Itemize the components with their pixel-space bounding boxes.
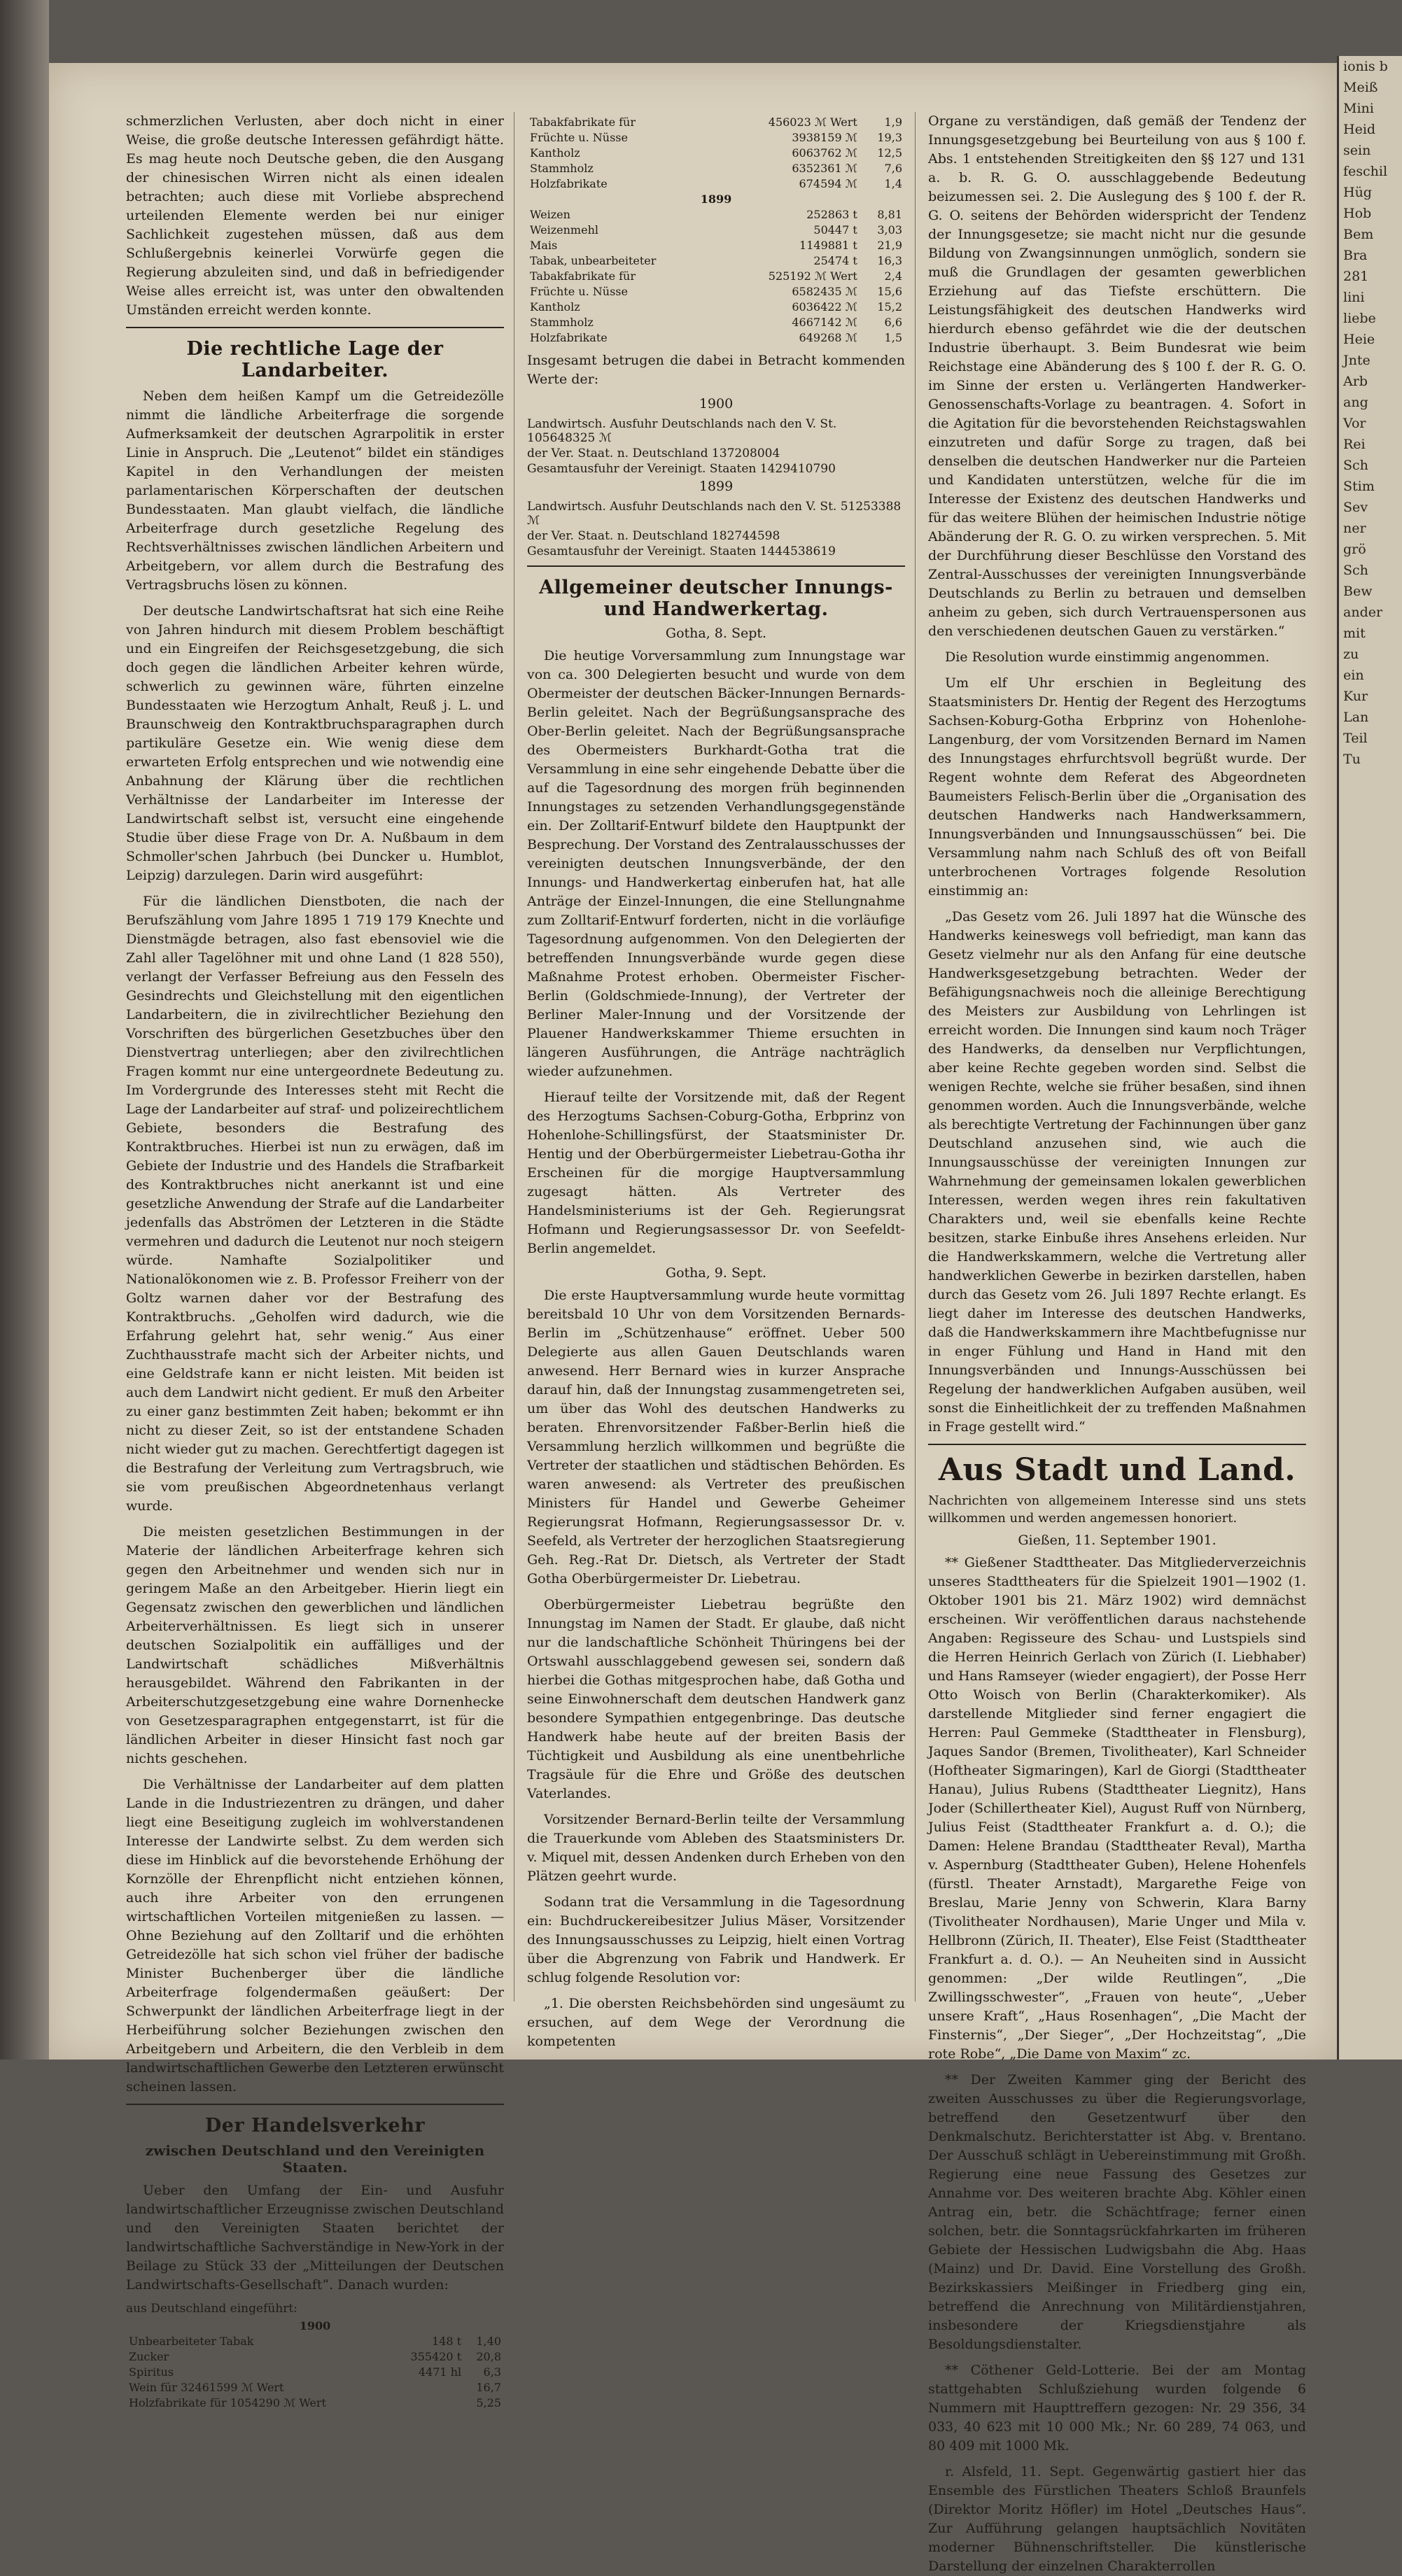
- article-paragraph: „1. Die obersten Reichsbehörden sind ungesäumt zu ersuchen, auf dem Wege der Verordnung die kompetenten: [527, 1996, 905, 2049]
- news-item: r. Alsfeld, 11. Sept. Gegenwärtig gastiert hier das Ensemble des Fürstlichen Theaters Schloß Braunfels (Direktor Moritz Höfler) im Hotel „Deutsches Haus“. Zur Aufführung gelangen hauptsächlich Novitäten moderner Bühnenschriftsteller. Die künstlerische Darstellung der einzelnen Charakterrollen: [928, 2464, 1306, 2574]
- adjacent-text-fragment: Stim: [1343, 479, 1375, 494]
- article-lead-fragment: schmerzlichen Verlusten, aber doch nicht in einer Weise, die große deutsche Interessen gefährdigt hätte. Es mag heute noch Deutsche geben, die den Ausgang der chinesischen Wirren nicht als einen idealen betrachten; auch diese mit Vorliebe absprechend urteilenden Elemente werden bei nur einiger Sachlichkeit zugestehen müssen, daß aus dem Schlußergebnis keinerlei Vorwürfe gegen die Regierung abzuleiten sind, und daß in befriedigender Weise alles erreicht ist, was unter den obwaltenden Umständen erreicht werden konnte.: [126, 113, 504, 318]
- adjacent-text-fragment: Kur: [1343, 689, 1368, 704]
- article-paragraph: Hierauf teilte der Vorsitzende mit, daß der Regent des Herzogtums Sachsen-Coburg-Gotha, Erbprinz von Hohenlohe-Schillingsfürst, der Staatsminister Dr. Hentig und der Oberbürgermeister Liebetrau-Gotha ihr Erscheinen für die morgige Hauptversammlung zugesagt hätten. Als Vertreter des Handelsministeriums ist der Geh. Regierungsrat Hofmann und Regierungsassessor Dr. von Seefeldt-Berlin angemeldet.: [527, 1090, 905, 1256]
- summary-line: der Ver. Staat. n. Deutschland 137208004: [527, 446, 780, 460]
- summary-line: Landwirtsch. Ausfuhr Deutschlands nach den V. St. 51253388 ℳ: [527, 500, 902, 528]
- article-paragraph: Vorsitzender Bernard-Berlin teilte der Versammlung die Trauerkunde vom Ableben des Staatsministers Dr. v. Miquel mit, dessen Andenken durch Erheben von den Plätzen geehrt wurde.: [527, 1812, 905, 1884]
- adjacent-text-fragment: Rei: [1343, 437, 1366, 452]
- adjacent-text-fragment: ander: [1343, 605, 1383, 620]
- table-row: Kantholz 6063762 ℳ 12,5: [530, 146, 902, 160]
- table-row: Mais 1149881 t 21,9: [530, 239, 902, 252]
- adjacent-text-fragment: sein: [1343, 143, 1371, 158]
- summary-year: 1900: [699, 396, 734, 411]
- table-year: 1900: [299, 2319, 331, 2332]
- adjacent-text-fragment: Sch: [1343, 563, 1368, 578]
- adjacent-text-fragment: ionis b: [1343, 59, 1388, 74]
- article-paragraph: Ueber den Umfang der Ein- und Ausfuhr landwirtschaftlicher Erzeugnisse zwischen Deutschland und den Vereinigten Staaten berichtet der landwirtschaftliche Sachverständige in New-York in der Beilage zu Stück 33 der „Mitteilungen der Deutschen Landwirtschafts-Gesellschaft“. Danach wurden:: [126, 2183, 504, 2293]
- table-row: Weizen 252863 t 8,81: [530, 208, 902, 221]
- table-row: Holzfabrikate 674594 ℳ 1,4: [530, 177, 902, 190]
- adjacent-text-fragment: Heie: [1343, 332, 1375, 347]
- article-paragraph: Die Verhältnisse der Landarbeiter auf dem platten Lande in die Industriezentren zu drängen, und daher liegt eine Beseitigung zugleich im wohlverstandenen Interesse der Landwirte selbst. Zu dem werden sich diese im Hinblick auf die bevorstehende Erhöhung der Kornzölle der Ehrenpflicht nicht entziehen können, auch ihre Arbeiter von den errungenen wirtschaftlichen Vorteilen mitgenießen zu lassen. — Ohne Beziehung auf den Zolltarif und die erhöhten Getreidezölle hat sich schon viel früher der badische Minister Buchenberger über die ländliche Arbeiterfrage folgendermaßen geäußert: Der Schwerpunkt der ländlichen Arbeiterfrage liegt in der Herbeiführung solcher Beziehungen zwischen den Arbeitgebern und Arbeitern, die den Verbleib in dem landwirtschaftlichen Gewerbe den Letzteren erwünscht scheinen lassen.: [126, 1777, 504, 2095]
- adjacent-text-fragment: Bra: [1343, 248, 1368, 263]
- adjacent-text-fragment: feschil: [1343, 164, 1388, 179]
- news-item: ** Der Zweiten Kammer ging der Bericht des zweiten Ausschusses zu über die Regierungsvorlage, betreffend den Gesetzentwurf über den Denkmalschutz. Berichterstatter ist Abg. v. Brentano. Der Ausschuß schlägt in Uebereinstimmung mit Großh. Regierung eine neue Fassung des Gesetzes zur Annahme vor. Des weiteren brachte Abg. Köhler einen Antrag ein, betr. die Schächtfrage; ferner einen solchen, betr. die Sonntagsrückfahrkarten im früheren Gebiete der Hessischen Ludwigsbahn die Abg. Haas (Mainz) und Dr. David. Eine Vorstellung des Großh. Bezirkskassiers Meißinger in Friedberg ging ein, betreffend die Anrechnung von Militärdienstjahren, insbesondere der Kriegsdienstjahre als Besoldungsdienstalter.: [928, 2072, 1306, 2352]
- table-row: Wein für 32461599 ℳ Wert 16,7: [129, 2381, 501, 2394]
- adjacent-text-fragment: Meiß: [1343, 80, 1378, 95]
- article-paragraph: Neben dem heißen Kampf um die Getreidezölle nimmt die ländliche Arbeiterfrage die sorgende Aufmerksamkeit der deutschen Agrarpolitik in erster Linie in Anspruch. Die „Leutenot“ bildet ein ständiges Kapitel in den Verhandlungen der meisten parlamentarischen Körperschaften der deutschen Bundesstaaten. Man glaubt vielfach, die ländliche Arbeiterfrage durch gesetzliche Regelung des Rechtsverhältnisses zwischen ländlichen Arbeitern und Arbeitgebern, vor allem durch die Bestrafung des Vertragsbruchs lösen zu können.: [126, 388, 504, 593]
- article-paragraph: Organe zu verständigen, daß gemäß der Tendenz der Innungsgesetzgebung bei Beurteilung von aus § 100 f. Abs. 1 entstehenden Streitigkeiten den §§ 127 und 131 a. b. R. G. O. ausschlaggebende Bedeutung beizumessen sei. 2. Die Auslegung des § 100 f. der R. G. O. seitens der Behörden widerspricht der Tendenz der Innungsgesetze; sie macht nicht nur die gesunde Bildung von Zwangsinnungen unmöglich, sondern sie muß die Grundlagen der gesamten gewerblichen Erziehung auf das Tiefste erschüttern. Die Leistungsfähigkeit des deutschen Handwerks wird hierdurch ebenso gefährdet wie die der deutschen Industrie überhaupt. 3. Beim Bundesrat wie beim Reichstage eine Abänderung des § 100 f. der R. G. O. im Sinne der ersten u. Verlängerten Handwerker-Genossenschafts-Vorlage zu beantragen. 4. Sofort in die Agitation für die bevorstehenden Reichstagswahlen einzutreten und dafür Sorge zu tragen, daß bei denselben die deutschen Handwerker nur die Parteien und Kandidaten unterstützen, welche für die im Interesse der Existenz des deutschen Handwerks und für das weitere Blühen der heimischen Industrie nötige Abänderung der R. G. O. zu wirken versprechen. 5. Mit der Durchführung dieser Beschlüsse den Vorstand des Zentral-Ausschusses der vereinigten Innungsverbände Deutschlands zu Berlin zu betrauen und demselben anheim zu geben, sich durch Vertrauenspersonen aus den verschiedenen deutschen Gauen zu verstärken.“: [928, 113, 1306, 639]
- adjacent-text-fragment: Vor: [1343, 416, 1366, 431]
- divider: [126, 2104, 504, 2105]
- article-title-innungstag: Allgemeiner deutscher Innungs- und Handwerkertag.: [539, 577, 893, 620]
- section-title-stadt-und-land: Aus Stadt und Land.: [938, 1452, 1296, 1488]
- table-row: Holzfabrikate für 1054290 ℳ Wert 5,25: [129, 2396, 501, 2409]
- adjacent-text-fragment: mit: [1343, 626, 1366, 641]
- adjacent-text-fragment: Hüg: [1343, 185, 1372, 200]
- table-label: aus Deutschland eingeführt:: [126, 2302, 297, 2316]
- table-year: 1899: [700, 192, 732, 206]
- adjacent-text-fragment: Hob: [1343, 206, 1372, 221]
- newspaper-page: [49, 63, 1337, 2574]
- table-row: Weizenmehl 50447 t 3,03: [530, 223, 902, 237]
- adjacent-text-fragment: ein: [1343, 668, 1364, 683]
- article-paragraph: Die meisten gesetzlichen Bestimmungen in der Materie der ländlichen Arbeiterfrage kehren sich gegen den Arbeitnehmer und wenden sich nur in geringem Maße an den Arbeitgeber. Hierin liegt ein Gegensatz zwischen den gewerblichen und ländlichen Arbeiterverhältnissen. Es liegt sich in unserer deutschen Sozialpolitik ein auffälliges und der Landwirtschaft schädliches Mißverhältnis herausgebildet. Während den Fabrikanten in der Arbeiterschutzgesetzgebung eine wahre Dornenhecke von Gesetzesparagraphen entgegenstarrt, ist für die ländlichen Arbeiter in dieser Hinsicht fast noch gar nichts geschehen.: [126, 1524, 504, 1766]
- table-row: Tabakfabrikate für 525192 ℳ Wert 2,4: [530, 269, 902, 283]
- dateline: Gotha, 9. Sept.: [665, 1265, 767, 1281]
- adjacent-text-fragment: Mini: [1343, 101, 1374, 116]
- dateline: Gießen, 11. September 1901.: [1018, 1533, 1217, 1548]
- adjacent-text-fragment: liebe: [1343, 311, 1376, 326]
- table-row: Früchte u. Nüsse 3938159 ℳ 19,3: [530, 131, 902, 144]
- adjacent-text-fragment: ner: [1343, 521, 1366, 536]
- news-item: ** Gießener Stadttheater. Das Mitgliederverzeichnis unseres Stadttheaters für die Spielzeit 1901—1902 (1. Oktober 1901 bis 21. März 1902) wird demnächst erscheinen. Wir veröffentlichen daraus nachstehende Angaben: Regisseure des Schau- und Lustspiels sind die Herren Heinrich Gerlach von Zürich (I. Liebhaber) und Hans Ramseyer (wieder engagiert), der Posse Herr Otto Woisch von Berlin (Charakterkomiker). Als darstellende Mitglieder sind ferner engagiert die Herren: Paul Gemmeke (Stadttheater in Flensburg), Jaques Sandor (Bremen, Tivolitheater), Karl Schneider (Hoftheater Sigmaringen), Karl de Giorgi (Stadttheater Hanau), Julius Rubens (Stadttheater Liegnitz), Hans Joder (Schillertheater Kiel), August Ruff von Nürnberg, Julius Feist (Stadttheater Frankfurt a. d. O.); die Damen: Helene Brandau (Stadttheater Reval), Martha v. Aspernburg (Stadttheater Guben), Helene Hohenfels (fürstl. Theater Arnstadt), Margarethe Feige von Breslau, Marie Jenny von Schwerin, Klara Barny (Tivolitheater Nordhausen), Marie Unger und Mila v. Hellbronn (Zürich, II. Theater), Else Feist (Stadttheater Frankfurt a. d. O.). — An Neuheiten sind in Aussicht genommen: „Der wilde Reutlingen“, „Die Zwillingsschwester“, „Frauen von heute“, „Ueber unsere Kraft“, „Haus Rosenhagen“, „Die Macht der Finsternis“, „Der Sieger“, „Der Hochzeitstag“, „Die rote Robe“, „Die Dame von Maxim“ zc.: [928, 1555, 1306, 2062]
- news-item: ** Cöthener Geld-Lotterie. Bei der am Montag stattgehabten Schlußziehung wurden folgende 6 Nummern mit Haupttreffern gezogen: Nr. 29 356, 34 033, 40 623 mit 10 000 Mk.; Nr. 60 289, 74 063, und 80 409 mit 1000 Mk.: [928, 2363, 1306, 2454]
- adjacent-text-fragment: Jnte: [1343, 353, 1371, 368]
- table-row: Früchte u. Nüsse 6582435 ℳ 15,6: [530, 285, 902, 298]
- table-row: Stammholz 6352361 ℳ 7,6: [530, 162, 902, 175]
- article-paragraph: Um elf Uhr erschien in Begleitung des Staatsministers Dr. Hentig der Regent des Herzogtums Sachsen-Koburg-Gotha Erbprinz von Hohenlohe-Langenburg, der vom Vorsitzenden Bernard im Namen des Innungstages ehrfurchtsvoll begrüßt wurde. Der Regent wohnte dem Referat des Abgeordneten Baumeisters Felisch-Berlin über die „Organisation des deutschen Handwerks nach Handwerksammern, Innungsverbänden und Innungsausschüssen“ bei. Die Versammlung nahm nach Schluß des oft von Beifall unterbrochenen Vortrages folgende Resolution einstimmig an:: [928, 675, 1306, 899]
- article-subtitle: zwischen Deutschland und den Vereinigten Staaten.: [145, 2142, 485, 2176]
- table-row: Unbearbeiteter Tabak 148 t 1,40: [129, 2335, 501, 2348]
- table-row: Kantholz 6036422 ℳ 15,2: [530, 300, 902, 314]
- article-paragraph: Die Resolution wurde einstimmig angenommen.: [945, 649, 1270, 665]
- adjacent-text-fragment: Lan: [1343, 710, 1369, 725]
- adjacent-text-fragment: lini: [1343, 290, 1365, 305]
- summary-line: Landwirtsch. Ausfuhr Deutschlands nach den V. St. 105648325 ℳ: [527, 417, 837, 445]
- divider: [126, 327, 504, 328]
- adjacent-text-fragment: zu: [1343, 647, 1359, 662]
- adjacent-text-fragment: ang: [1343, 395, 1368, 410]
- trade-table-1900-import-continued: [527, 115, 905, 346]
- summary-line: der Ver. Staat. n. Deutschland 182744598: [527, 529, 780, 543]
- divider: [928, 1444, 1306, 1445]
- table-row: Tabak, unbearbeiteter 25474 t 16,3: [530, 254, 902, 267]
- adjacent-text-fragment: 281: [1343, 269, 1369, 284]
- scan-background-left: [0, 0, 49, 2060]
- adjacent-text-fragment: grö: [1343, 542, 1366, 557]
- article-paragraph: „Das Gesetz vom 26. Juli 1897 hat die Wünsche des Handwerks keineswegs voll befriedigt, man kann das Gesetz vielmehr nur als den Anfang für eine deutsche Handwerksgesetzgebung betrachten. Weder der Befähigungsnachweis noch die alleinige Berechtigung des Meisters zur Ausbildung von Lehrlingen ist erreicht worden. Die Innungen sind kaum noch Träger des Handwerks, da denselben nur Verpflichtungen, aber keine Rechte gegeben worden sind. Selbst die wenigen Rechte, welche sie früher besaßen, sind ihnen genommen worden. Auch die Innungsverbände, welche als berechtigte Vertretung der Fachinnungen über ganz Deutschland anzusehen sind, wie auch die Innungsausschüsse der vereinigten Innungen zur Wahrnehmung der gemeinsamen lokalen gewerblichen Interessen, werden wegen ihres rein fakultativen Charakters und, weil sie ebenfalls keine Rechte besitzen, starke Einbuße ihres Ansehens erleiden. Nur die Handwerkskammern, welche die Vertretung aller handwerklichen Gewerbe in bezirken darstellen, haben durch das Gesetz vom 26. Juli 1897 Rechte erlangt. Es liegt daher im Interesse des deutschen Handwerks, daß die Handwerkskammern ihre Machtbefugnisse nur in enger Fühlung und Hand in Hand mit den Innungsverbänden und Innungs-Ausschüssen bei Regelung der handwerklichen Aufgaben ausüben, weil sonst die Einheitlichkeit der zu treffenden Maßnahmen in Frage gestellt wird.“: [928, 909, 1306, 1435]
- summary-line: Gesamtausfuhr der Vereinigt. Staaten 1429410790: [527, 462, 836, 476]
- table-row: Stammholz 4667142 ℳ 6,6: [530, 316, 902, 329]
- trade-table-1900-export: [126, 2318, 504, 2411]
- dateline: Gotha, 8. Sept.: [665, 626, 767, 641]
- article-paragraph: Für die ländlichen Dienstboten, die nach der Berufszählung vom Jahre 1895 1 719 179 Knechte und Dienstmägde betragen, also fast ebensoviel wie die Zahl aller Tagelöhner mit und ohne Land (1 828 550), verlangt der Verfasser Befreiung aus den Fesseln des Gesindrechts und Gleichstellung mit den eigentlichen Landarbeitern, die in zivilrechtlicher Beziehung den Vorschriften des bürgerlichen Gesetzbuches über den Dienstvertrag unterliegen; aber den zivilrechtlichen Fragen kommt nur eine untergeordnete Bedeutung zu. Im Vordergrunde des Interesses steht mit Recht die Lage der Landarbeiter auf straf- und polizeirechtlichem Gebiete, besonders die Bestrafung des Kontraktbruches. Hierbei ist nun zu erwägen, daß im Gebiete der Industrie und des Handels die Strafbarkeit des Kontraktbruches nicht anerkannt ist und eine gesetzliche Anwendung der Strafe auf die Landarbeiter jedenfalls das Abströmen der Letzteren in die Städte vermehren und dadurch die Leutenot nur noch steigern würde. Namhafte Sozialpolitiker und Nationalökonomen wie z. B. Professor Freiherr von der Goltz warnen daher vor der Bestrafung des Kontraktbruchs. „Geholfen wird dadurch, wie die Erfahrung gelehrt hat, sehr wenig.“ Aus einer Zuchthausstrafe macht sich der Arbeiter nichts, und eine Geldstrafe kann er nicht leisten. Mit beiden ist auch dem Landwirt nicht gedient. Er muß den Arbeiter zu einer ganz bestimmten Zeit haben; bekommt er ihn nicht zu dieser Zeit, so ist der entstandene Schaden nicht wieder gut zu machen. Gerechtfertigt dagegen ist die Bestrafung der Verleitung zum Vertragsbruch, wie sie vom preußischen Abgeordnetenhaus verlangt wurde.: [126, 894, 504, 1514]
- summary-intro: Insgesamt betrugen die dabei in Betracht kommenden Werte der:: [527, 353, 905, 387]
- adjacent-text-fragment: Bem: [1343, 227, 1374, 242]
- column-3: [928, 112, 1316, 2574]
- article-paragraph: Die erste Hauptversammlung wurde heute vormittag bereitsbald 10 Uhr von dem Vorsitzenden Bernards-Berlin im „Schützenhause“ eröffnet. Ueber 500 Delegierte aus allen Gauen Deutschlands waren anwesend. Herr Bernard wies in kurzer Ansprache darauf hin, daß der Innungstag zusammengetreten sei, um über das Wohl des deutschen Handwerks zu beraten. Ehrenvorsitzender Faßber-Berlin hieß die Versammlung herzlich willkommen und begrüßte die Vertreter der staatlichen und städtischen Behörden. Es waren anwesend: als Vertreter des preußischen Ministers für Handel und Gewerbe Geheimer Regierungsrat Hofmann, Regierungsassessor Dr. v. Seefeld, als Vertreter der herzoglichen Staatsregierung Geh. Reg.-Rat Dr. Dietsch, als Vertreter der Stadt Gotha Oberbürgermeister Dr. Liebetrau.: [527, 1288, 905, 1586]
- adjacent-text-fragment: Tu: [1343, 752, 1361, 767]
- adjacent-text-fragment: Bew: [1343, 584, 1373, 599]
- table-row: Tabakfabrikate für 456023 ℳ Wert 1,9: [530, 115, 902, 129]
- adjacent-text-fragment: Arb: [1343, 374, 1368, 389]
- adjacent-text-fragment: Teil: [1343, 731, 1368, 746]
- summary-line: Gesamtausfuhr der Vereinigt. Staaten 1444538619: [527, 544, 836, 558]
- summary-year: 1899: [699, 479, 734, 494]
- section-note: Nachrichten von allgemeinem Interesse sind uns stets willkommen und werden angemessen honoriert.: [928, 1493, 1306, 1526]
- article-paragraph: Der deutsche Landwirtschaftsrat hat sich eine Reihe von Jahren hindurch mit diesem Problem beschäftigt und ein Eingreifen der Reichsgesetzgebung, die sich doch gegen die ländlichen Arbeiter kehren würde, schwerlich zu gewinnen wäre, führten einzelne Bundesstaaten wie Herzogtum Anhalt, Reuß j. L. und Braunschweig den Kontraktbruchsparagraphen durch partikuläre Gesetze ein. Wie wenig diese dem erwarteten Erfolg entsprechen und wie notwendig eine Anbahnung der Klärung über die rechtlichen Verhältnisse der Landarbeiter im Interesse der Landwirtschaft selbst ist, versucht eine eingehende Studie über diese Frage von Dr. A. Nußbaum in dem Schmoller'schen Jahrbuch (bei Duncker u. Humblot, Leipzig) darzulegen. Darin wird ausgeführt:: [126, 603, 504, 883]
- adjacent-page-strip: [1337, 56, 1402, 2060]
- table-row: Spiritus 4471 hl 6,3: [129, 2365, 501, 2379]
- adjacent-page-fragments: [1339, 56, 1402, 770]
- table-row: Zucker 355420 t 20,8: [129, 2350, 501, 2363]
- adjacent-text-fragment: Sch: [1343, 458, 1368, 473]
- table-row: Holzfabrikate 649268 ℳ 1,5: [530, 331, 902, 344]
- adjacent-text-fragment: Heid: [1343, 122, 1376, 137]
- column-2: [527, 112, 916, 2049]
- article-paragraph: Die heutige Vorversammlung zum Innungstage war von ca. 300 Delegierten besucht und wurde von dem Obermeister der deutschen Bäcker-Innungen Bernards-Berlin geleitet. Nach der Begrüßungsansprache des Ober-Berlin geleitet. Nach der Begrüßungsansprache des Obermeisters Burkhardt-Gotha trat die Versammlung in eine sehr eingehende Debatte über die auf die Tagesordnung des morgen früh beginnenden Innungstages zu setzenden Verhandlungsgegenstände ein. Der Zolltarif-Entwurf bildete den Hauptpunkt der Besprechung. Der Vorstand des Zentralausschusses der vereinigten deutschen Innungsverbände, der den Innungs- und Handwerkertag einberufen hat, hat alle Anträge der Einzel-Innungen, die eine Stellungnahme zum Zolltarif-Entwurf forderten, nicht in die vorläufige Tagesordnung aufgenommen. Von den Delegierten der betreffenden Innungsverbände wurde gegen diese Maßnahme Protest erhoben. Obermeister Fischer-Berlin (Goldschmiede-Innung), der Vertreter der Berliner Maler-Innung und der Vorsitzende der Plauener Handwerkskammer Thieme ersuchten in längeren Ausführungen, die Anträge nachträglich wieder aufzunehmen.: [527, 648, 905, 1079]
- article-paragraph: Oberbürgermeister Liebetrau begrüßte den Innungstag im Namen der Stadt. Er glaube, daß nicht nur die landschaftliche Schönheit Thüringens bei der Ortswahl ausschlaggebend gewesen sei, sondern daß hierbei die Gothas mitgesprochen habe, daß Gotha und seine Einwohnerschaft dem deutschen Handwerk ganz besondere Sympathien entgegenbringe. Das deutsche Handwerk habe heute auf der breiten Basis der Tüchtigkeit und Ausbildung als eine unentbehrliche Tragsäule für die Ehre und Größe des deutschen Vaterlandes.: [527, 1597, 905, 1801]
- adjacent-text-fragment: Sev: [1343, 500, 1368, 515]
- article-title-landarbeiter: Die rechtliche Lage der Landarbeiter.: [186, 338, 444, 381]
- article-paragraph: Sodann trat die Versammlung in die Tagesordnung ein: Buchdruckereibesitzer Julius Mäser, Vorsitzender des Innungsausschusses zu Leipzig, hielt einen Vortrag über die Abgrenzung von Fabrik und Handwerk. Er schlug folgende Resolution vor:: [527, 1894, 905, 1985]
- article-title-handelsverkehr: Der Handelsverkehr: [204, 2115, 426, 2137]
- page-columns: [126, 112, 1316, 2574]
- divider: [527, 565, 905, 567]
- column-1: [126, 112, 514, 2409]
